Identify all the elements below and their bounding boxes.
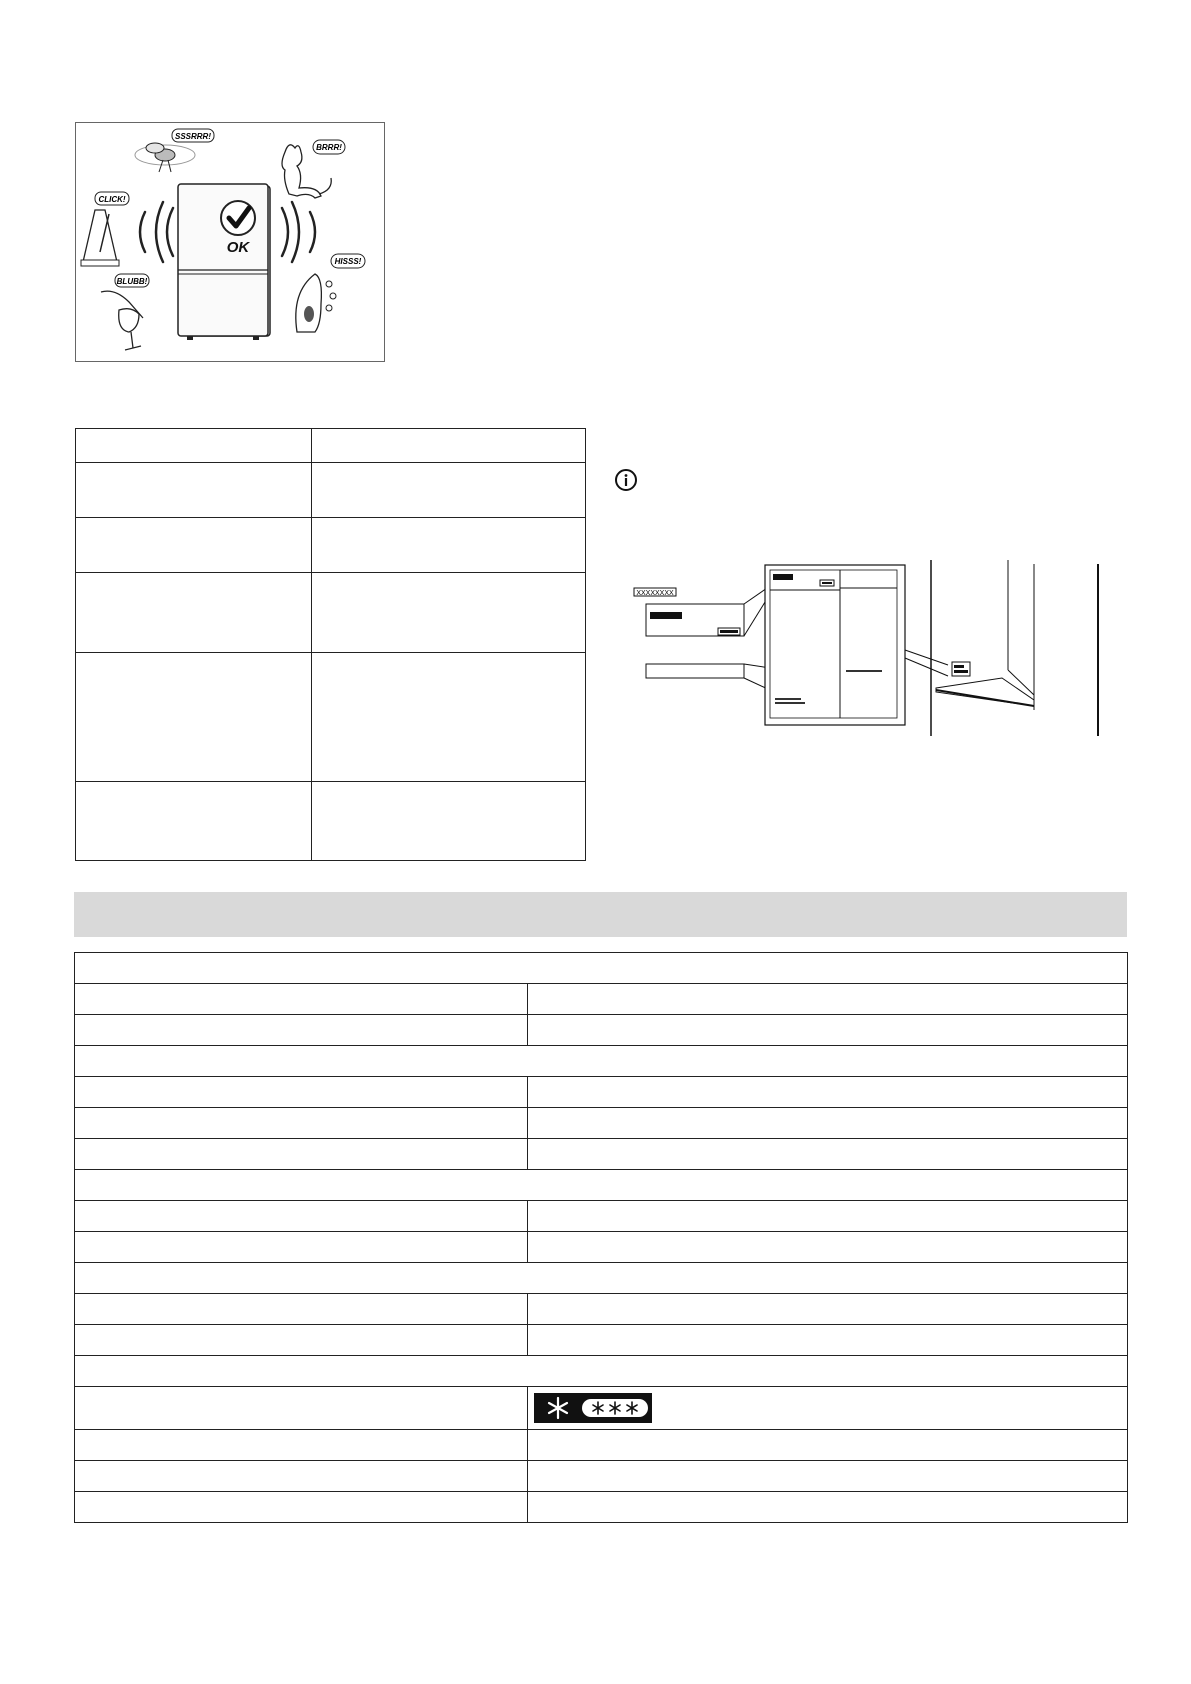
table-cell bbox=[75, 1201, 528, 1232]
group-header-cell bbox=[75, 953, 1128, 984]
table-row bbox=[76, 518, 586, 573]
sound-blubb: BLUBB! bbox=[116, 277, 148, 286]
table-cell bbox=[312, 782, 586, 861]
table-cell bbox=[528, 1108, 1128, 1139]
table-cell bbox=[312, 429, 586, 463]
sound-brrr: BRRR! bbox=[316, 143, 342, 152]
table-row bbox=[75, 1325, 1128, 1356]
group-header-cell bbox=[75, 1170, 1128, 1201]
table-row bbox=[75, 1387, 1128, 1430]
fridge-noise-illustration bbox=[75, 122, 385, 362]
table-row bbox=[76, 429, 586, 463]
table-cell bbox=[76, 653, 312, 782]
group-header-cell bbox=[75, 1263, 1128, 1294]
table-cell bbox=[528, 1430, 1128, 1461]
rating-plate-illustration bbox=[630, 560, 1110, 736]
table-cell bbox=[528, 1201, 1128, 1232]
table-cell bbox=[528, 1461, 1128, 1492]
table-cell bbox=[76, 463, 312, 518]
table-cell bbox=[75, 1387, 528, 1430]
table-cell bbox=[75, 1461, 528, 1492]
table-cell bbox=[528, 1387, 1128, 1430]
table-cell bbox=[312, 463, 586, 518]
table-row bbox=[75, 1461, 1128, 1492]
table-row bbox=[75, 1492, 1128, 1523]
table-cell bbox=[75, 1492, 528, 1523]
table-cell bbox=[528, 1232, 1128, 1263]
table-cell bbox=[528, 1077, 1128, 1108]
sound-sssrrr: SSSRRR! bbox=[174, 132, 212, 141]
table-row bbox=[75, 1263, 1128, 1294]
table-row bbox=[75, 1170, 1128, 1201]
table-cell bbox=[75, 1015, 528, 1046]
table-cell bbox=[76, 429, 312, 463]
table-cell bbox=[312, 573, 586, 653]
table-row bbox=[76, 573, 586, 653]
section-header-band bbox=[74, 892, 1127, 937]
table-cell bbox=[75, 1232, 528, 1263]
rating-plate-code: XXXXXXXX bbox=[636, 590, 674, 597]
table-row bbox=[76, 653, 586, 782]
fridge-drawing bbox=[178, 184, 270, 340]
table-cell bbox=[75, 1294, 528, 1325]
info-icon bbox=[614, 468, 638, 492]
table-cell bbox=[75, 984, 528, 1015]
table-cell bbox=[312, 653, 586, 782]
group-header-cell bbox=[75, 1046, 1128, 1077]
table-row bbox=[75, 1108, 1128, 1139]
technical-data-table bbox=[74, 952, 1128, 1523]
sound-click: CLICK! bbox=[98, 195, 126, 204]
table-cell bbox=[75, 1077, 528, 1108]
table-row bbox=[75, 1015, 1128, 1046]
table-cell bbox=[75, 1108, 528, 1139]
table-row bbox=[75, 1430, 1128, 1461]
table-cell bbox=[528, 1325, 1128, 1356]
table-row bbox=[75, 953, 1128, 984]
table-cell bbox=[528, 1294, 1128, 1325]
table-cell bbox=[75, 1325, 528, 1356]
table-row bbox=[75, 1046, 1128, 1077]
table-cell bbox=[76, 573, 312, 653]
table-row bbox=[76, 463, 586, 518]
sound-hisss: HISSS! bbox=[334, 257, 362, 266]
table-cell bbox=[312, 518, 586, 573]
ok-label: OK bbox=[226, 239, 250, 256]
table-row bbox=[76, 782, 586, 861]
table-cell bbox=[76, 518, 312, 573]
table-cell bbox=[528, 984, 1128, 1015]
table-cell bbox=[528, 1139, 1128, 1170]
table-cell bbox=[528, 1015, 1128, 1046]
table-row bbox=[75, 1294, 1128, 1325]
four-star-freezer-icon bbox=[534, 1393, 652, 1423]
troubleshooting-table bbox=[75, 428, 586, 861]
table-row bbox=[75, 984, 1128, 1015]
table-row bbox=[75, 1356, 1128, 1387]
table-cell bbox=[75, 1430, 528, 1461]
table-row bbox=[75, 1139, 1128, 1170]
table-row bbox=[75, 1201, 1128, 1232]
table-cell bbox=[75, 1139, 528, 1170]
group-header-cell bbox=[75, 1356, 1128, 1387]
table-cell bbox=[528, 1492, 1128, 1523]
table-row bbox=[75, 1232, 1128, 1263]
table-row bbox=[75, 1077, 1128, 1108]
table-cell bbox=[76, 782, 312, 861]
